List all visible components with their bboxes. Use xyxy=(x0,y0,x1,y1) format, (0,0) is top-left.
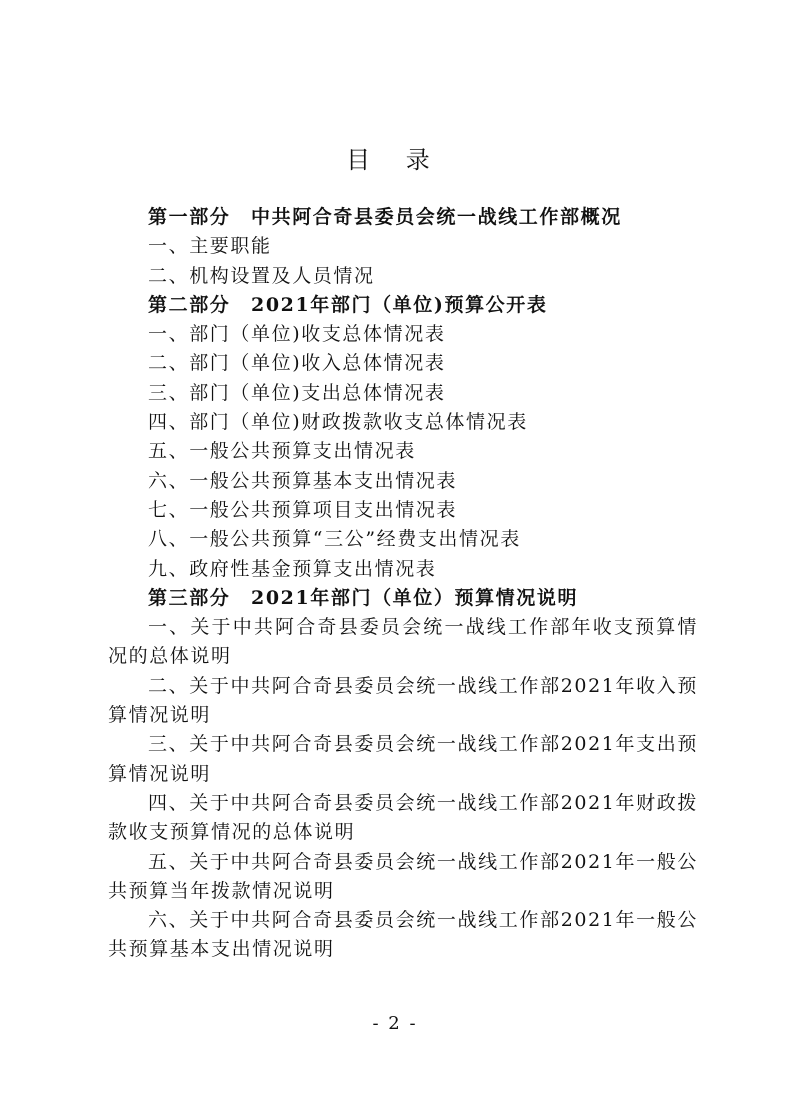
page-title: 目 录 xyxy=(346,146,444,174)
toc-paragraph: 五、关于中共阿合奇县委员会统一战线工作部2021年一般公共预算当年拨款情况说明 xyxy=(108,850,698,902)
toc-item: 六、一般公共预算基本支出情况表 xyxy=(148,469,458,492)
toc-paragraph: 二、关于中共阿合奇县委员会统一战线工作部2021年收入预算情况说明 xyxy=(108,674,698,727)
part2-heading: 第二部分 2021年部门（单位)预算公开表 xyxy=(148,293,548,316)
toc-item: 五、一般公共预算支出情况表 xyxy=(148,440,416,463)
toc-item: 九、政府性基金预算支出情况表 xyxy=(148,557,437,580)
toc-item: 四、部门（单位)财政拨款收支总体情况表 xyxy=(148,411,528,434)
part3-heading: 第三部分 2021年部门（单位）预算情况说明 xyxy=(148,586,579,609)
toc-paragraph: 六、关于中共阿合奇县委员会统一战线工作部2021年一般公共预算基本支出情况说明 xyxy=(108,909,698,961)
toc-item: 二、部门（单位)收入总体情况表 xyxy=(148,352,446,375)
page-number: - 2 - xyxy=(372,1013,418,1034)
toc-item: 一、部门（单位)收支总体情况表 xyxy=(148,323,446,346)
toc-paragraph: 三、关于中共阿合奇县委员会统一战线工作部2021年支出预算情况说明 xyxy=(108,733,698,785)
toc-item: 二、机构设置及人员情况 xyxy=(148,264,375,287)
toc-paragraph: 一、关于中共阿合奇县委员会统一战线工作部年收支预算情况的总体说明 xyxy=(108,616,698,668)
toc-item: 七、一般公共预算项目支出情况表 xyxy=(148,498,458,521)
toc-item: 一、主要职能 xyxy=(148,235,272,258)
toc-item: 三、部门（单位)支出总体情况表 xyxy=(148,381,446,404)
part1-heading: 第一部分 中共阿合奇县委员会统一战线工作部概况 xyxy=(148,206,622,228)
table-of-contents xyxy=(108,203,698,965)
toc-paragraph: 四、关于中共阿合奇县委员会统一战线工作部2021年财政拨款收支预算情况的总体说明 xyxy=(108,791,698,844)
toc-item: 八、一般公共预算“三公”经费支出情况表 xyxy=(148,528,521,551)
